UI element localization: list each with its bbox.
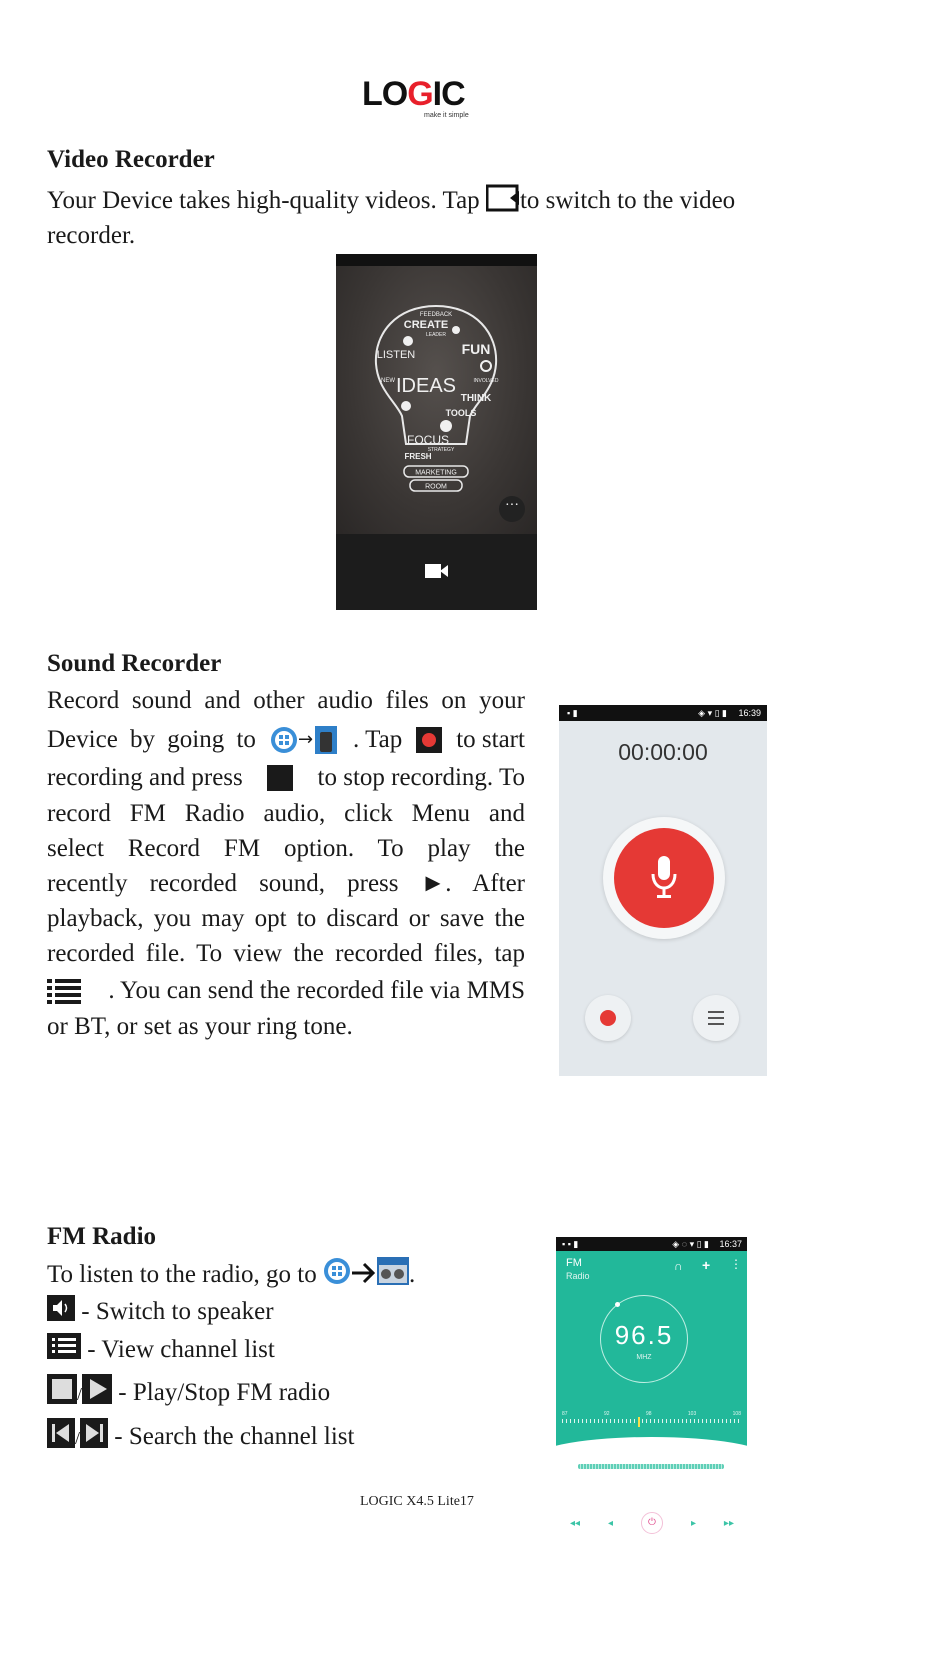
more-options-icon[interactable]: ··· [499, 496, 525, 522]
fm-item-play-stop: / - Play/Stop FM radio [47, 1374, 330, 1412]
svg-text:MARKETING: MARKETING [415, 469, 457, 477]
recordings-list-button[interactable] [693, 995, 739, 1041]
list-icon [47, 978, 81, 1004]
svg-text:FRESH: FRESH [404, 452, 432, 461]
menu-lines-icon [708, 1011, 724, 1025]
frequency-needle [638, 1417, 640, 1427]
frequency-unit: MHZ [636, 1354, 652, 1361]
overflow-menu-icon[interactable]: ⋮ [730, 1257, 742, 1271]
fm-item-channel-list: - View channel list [47, 1332, 275, 1367]
sound-line-8: recorded file. To view the recorded files, tap [47, 940, 525, 967]
svg-text:CREATE: CREATE [403, 319, 449, 331]
fm-app-subtitle: Radio [566, 1271, 590, 1281]
fm-seek-prev-icon[interactable]: ◂◂ [570, 1517, 581, 1529]
svg-text:ROOM: ROOM [425, 483, 447, 491]
sound-recorder-screenshot [559, 705, 767, 1076]
sound-paragraph [47, 683, 525, 1044]
svg-text:LISTEN: LISTEN [376, 349, 416, 361]
svg-text:FOCUS: FOCUS [407, 433, 449, 447]
apps-launcher-icon [270, 726, 298, 754]
fm-item-speaker: - Switch to speaker [47, 1294, 274, 1329]
svg-text:INVOLVED: INVOLVED [473, 378, 499, 384]
video-record-button-icon[interactable] [425, 563, 449, 579]
logo-tagline: make it simple [424, 112, 469, 119]
camera-viewfinder [336, 266, 537, 534]
stop-square-icon [47, 1374, 77, 1404]
svg-text:FEEDBACK: FEEDBACK [419, 312, 453, 318]
svg-text:STRATEGY: STRATEGY [427, 447, 455, 453]
fm-status-time: 16:37 [719, 1239, 742, 1249]
sound-line-2: Device by going to → . Tap to start [47, 726, 525, 753]
microphone-icon [651, 856, 677, 898]
sound-heading: Sound Recorder [47, 650, 222, 677]
seek-next-icon [80, 1418, 108, 1448]
fm-status-icons: ◈ ◌ ▾ ▯ ▮ [672, 1239, 709, 1249]
video-paragraph [47, 183, 787, 253]
fm-radio-screenshot [556, 1237, 747, 1656]
fm-status-bar [556, 1237, 747, 1251]
status-bar [559, 705, 767, 721]
frequency-scale: 87 92 98 103 108 [562, 1411, 741, 1431]
video-text-after: to switch to the video recorder. [47, 187, 736, 249]
video-recorder-screenshot [336, 254, 537, 610]
recording-timer: 00:00:00 [618, 739, 708, 765]
status-time: 16:39 [738, 708, 761, 718]
microphone-record-button[interactable] [614, 828, 714, 928]
sound-line-4: record FM Radio audio, click Menu and [47, 800, 525, 827]
seek-previous-icon [47, 1418, 75, 1448]
fm-seek-next-icon[interactable]: ▸▸ [723, 1517, 734, 1529]
svg-text:FUN: FUN [461, 341, 491, 357]
camera-control-bar [336, 534, 537, 610]
play-icon [82, 1374, 112, 1404]
logo [362, 74, 482, 130]
svg-text:NEW: NEW [381, 378, 395, 384]
stop-icon [267, 765, 293, 791]
speaker-icon [47, 1295, 75, 1321]
video-camera-icon [486, 184, 520, 212]
fm-intro: To listen to the radio, go to . [47, 1257, 415, 1292]
sound-line-1: Record sound and other audio files on your [47, 687, 525, 714]
sound-recorder-app-icon [313, 726, 339, 754]
svg-text:LEADER: LEADER [425, 332, 447, 338]
fm-controls [570, 1513, 734, 1533]
frequency-dial [600, 1295, 688, 1383]
sound-line-7: playback, you may opt to discard or save the [47, 905, 525, 932]
right-arrow-icon [351, 1262, 377, 1284]
video-text-before: Your Device takes high-quality videos. Tap [47, 187, 486, 214]
lightbulb-ideas-illustration [336, 266, 537, 534]
fm-heading: FM Radio [47, 1223, 157, 1250]
headphones-icon[interactable]: ∩ [674, 1259, 683, 1273]
frequency-value: 96.5 [614, 1320, 674, 1350]
fm-app-title: FM [566, 1257, 582, 1269]
sound-line-5: select Record FM option. To play the [47, 835, 525, 862]
channel-list-icon [47, 1333, 81, 1359]
fm-notification-icons: ▪ ▪ ▮ [562, 1239, 579, 1249]
sound-line-6: recently recorded sound, press ►. After [47, 870, 525, 897]
record-icon [416, 727, 442, 753]
apps-launcher-icon [323, 1257, 351, 1285]
svg-text:IDEAS: IDEAS [395, 375, 457, 397]
record-button-outer [603, 817, 725, 939]
small-record-button[interactable] [585, 995, 631, 1041]
notification-icons: ▪ ▮ [567, 708, 578, 718]
fm-power-icon[interactable]: ⏻ [641, 1512, 663, 1534]
svg-text:THINK: THINK [460, 393, 492, 404]
fm-step-next-icon[interactable]: ▸ [690, 1517, 696, 1529]
fm-main-panel [556, 1251, 747, 1449]
svg-text:TOOLS: TOOLS [445, 408, 477, 418]
fm-step-prev-icon[interactable]: ◂ [608, 1517, 614, 1529]
sound-line-3: recording and press to stop recording. To [47, 764, 525, 791]
video-heading: Video Recorder [47, 146, 215, 173]
sound-line-10: or BT, or set as your ring tone. [47, 1013, 353, 1040]
status-icons: ◈ ▾ ▯ ▮ [698, 708, 727, 718]
add-icon[interactable]: + [702, 1257, 711, 1273]
fm-item-search: / - Search the channel list [47, 1418, 354, 1456]
page-footer: LOGIC X4.5 Lite17 [360, 1494, 474, 1509]
fm-radio-app-icon [377, 1257, 409, 1285]
signal-strength-bar [578, 1464, 724, 1469]
sound-line-9: . You can send the recorded file via MMS [47, 972, 525, 1009]
logo-text: LOGIC [362, 75, 465, 113]
